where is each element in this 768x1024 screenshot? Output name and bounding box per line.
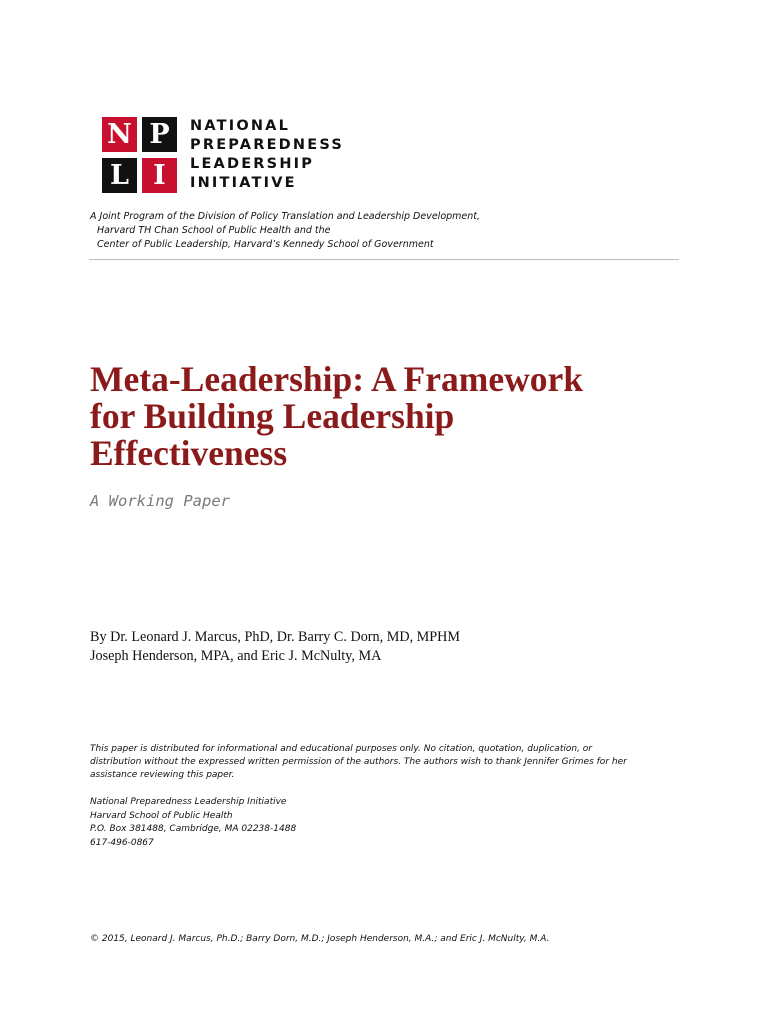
logo-letter-grid	[102, 117, 177, 193]
author-line: Joseph Henderson, MPA, and Eric J. McNulty, MA	[90, 648, 382, 664]
logo-word: LEADERSHIP	[190, 156, 315, 172]
joint-program-line: Harvard TH Chan School of Public Health and the	[97, 225, 331, 236]
logo-word: INITIATIVE	[190, 175, 297, 191]
title-line: Effectiveness	[90, 433, 288, 473]
joint-program-statement	[90, 210, 480, 252]
npli-logo	[102, 117, 344, 193]
logo-word: NATIONAL	[190, 118, 291, 134]
copyright-notice: © 2015, Leonard J. Marcus, Ph.D.; Barry Dorn, M.D.; Joseph Henderson, M.A.; and Eric J. McNulty, M.A.	[90, 934, 550, 944]
disclaimer-line: distribution without the expressed written permission of the authors. The authors wish to thank Jennifer Grimes for her	[90, 757, 627, 767]
joint-program-line: A Joint Program of the Division of Policy Translation and Leadership Development,	[90, 211, 481, 222]
paper-subtitle: A Working Paper	[90, 492, 230, 510]
disclaimer-line: This paper is distributed for informational and educational purposes only. No citation, quotation, duplication, or	[90, 744, 592, 754]
title-line: for Building Leadership	[90, 396, 455, 436]
address-line: National Preparedness Leadership Initiative	[90, 797, 287, 807]
author-list	[90, 628, 460, 666]
address-line: 617-496-0867	[90, 837, 154, 848]
header-divider	[89, 259, 679, 260]
title-line: Meta-Leadership: A Framework	[90, 359, 583, 399]
disclaimer-line: assistance reviewing this paper.	[90, 770, 235, 780]
contact-address	[90, 796, 296, 850]
joint-program-line: Center of Public Leadership, Harvard’s Kennedy School of Government	[97, 239, 434, 250]
author-line: By Dr. Leonard J. Marcus, PhD, Dr. Barry C. Dorn, MD, MPHM	[90, 629, 461, 645]
logo-cell-n: N	[102, 117, 137, 152]
distribution-disclaimer	[90, 743, 690, 782]
logo-wordmark	[190, 117, 344, 193]
address-line: Harvard School of Public Health	[90, 810, 233, 821]
paper-title	[90, 361, 690, 472]
logo-cell-l: L	[102, 158, 137, 193]
logo-word: PREPAREDNESS	[190, 137, 344, 153]
logo-cell-p: P	[142, 117, 177, 152]
address-line: P.O. Box 381488, Cambridge, MA 02238-1488	[90, 824, 297, 834]
logo-cell-i: I	[142, 158, 177, 193]
